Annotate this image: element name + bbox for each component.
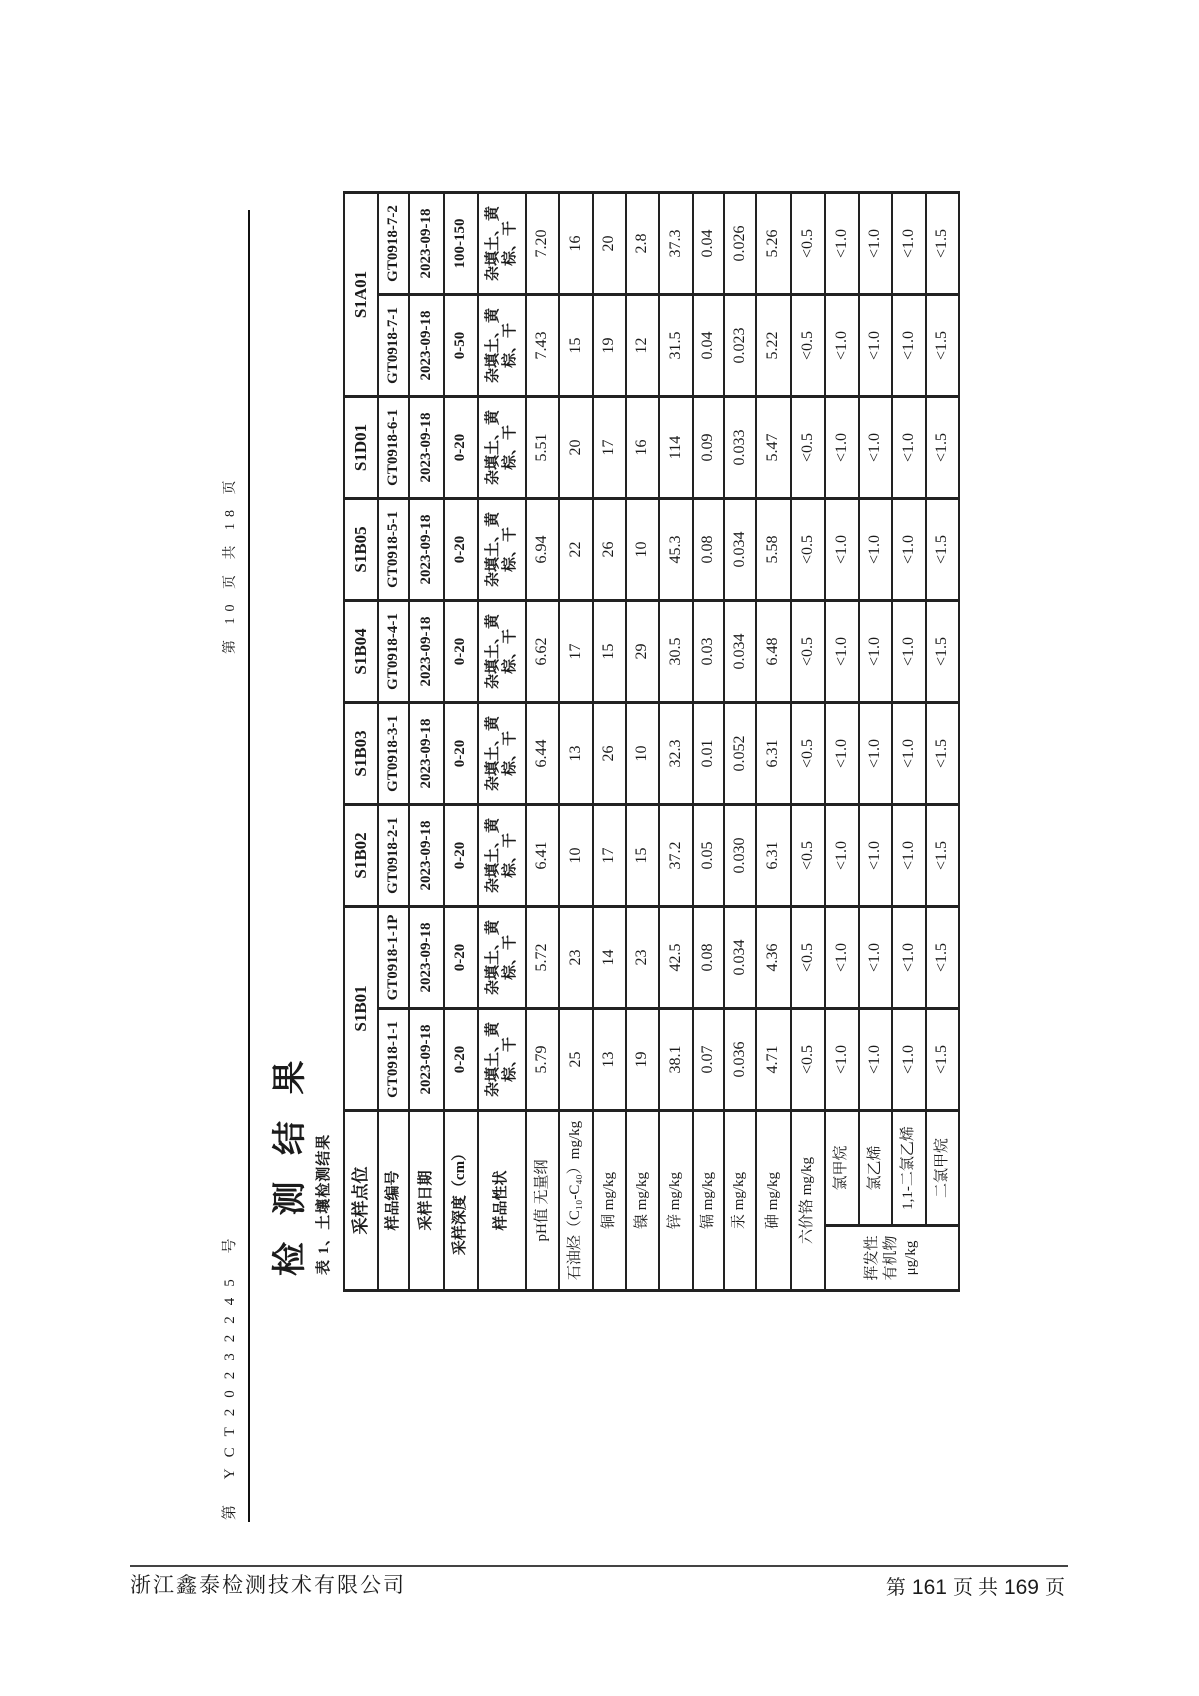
table-cell: <1.0 [825, 804, 859, 906]
table-cell: <1.0 [892, 498, 926, 600]
table-cell: 37.2 [659, 804, 693, 906]
table-row [626, 192, 659, 1290]
footer-page-mid: 页 共 [952, 1577, 998, 1599]
row-label: 氯乙烯 [859, 1111, 892, 1226]
table-cell: 杂填土、黄棕、干 [478, 600, 526, 702]
table-cell: 10 [559, 804, 593, 906]
table-row [791, 192, 825, 1290]
table-cell: <1.0 [825, 600, 859, 702]
table-cell: 6.44 [526, 702, 559, 804]
attachment-page-note: 第 10 页 共 18 页 [223, 474, 238, 654]
table-cell: 2023-09-18 [409, 804, 444, 906]
table-cell: <1.0 [859, 702, 892, 804]
table-cell: 6.31 [756, 804, 791, 906]
table-cell: S1B03 [344, 702, 378, 804]
rotated-landscape-content [210, 186, 988, 1522]
row-label: 铜 mg/kg [593, 1111, 626, 1291]
table-cell: 16 [626, 396, 659, 498]
table-cell: <1.5 [926, 600, 959, 702]
footer-page-current: 161 [911, 1576, 947, 1599]
table-cell: <1.0 [859, 396, 892, 498]
table-cell: 13 [559, 702, 593, 804]
report-title: 检 测 结 果 [272, 1051, 309, 1276]
table-cell: 0-20 [444, 702, 478, 804]
table-cell: 20 [559, 396, 593, 498]
table-cell: 0-20 [444, 1009, 478, 1111]
table-cell: 0.09 [693, 396, 724, 498]
table-cell: GT0918-5-1 [378, 498, 409, 600]
table-cell: <1.0 [892, 396, 926, 498]
table-row [892, 192, 926, 1290]
table-row [825, 192, 859, 1290]
table-cell: 0.08 [693, 498, 724, 600]
footer-rule [130, 1565, 1068, 1567]
table-cell: <0.5 [791, 1009, 825, 1111]
table-cell: 38.1 [659, 1009, 693, 1111]
table-cell: 杂填土、黄棕、干 [478, 192, 526, 294]
table-cell: <1.5 [926, 192, 959, 294]
table-cell: <0.5 [791, 804, 825, 906]
table-cell: 6.41 [526, 804, 559, 906]
table-cell: <1.0 [859, 906, 892, 1008]
table-cell: <1.0 [859, 294, 892, 396]
table-row [593, 192, 626, 1290]
table-cell: 0.04 [693, 294, 724, 396]
table-cell: 2023-09-18 [409, 498, 444, 600]
table-row [926, 192, 959, 1290]
table-cell: 4.71 [756, 1009, 791, 1111]
table-cell: 0.01 [693, 702, 724, 804]
table-cell: <1.0 [892, 702, 926, 804]
doc-number: 第 YCT20232245 号 [222, 1227, 238, 1520]
table-cell: 5.79 [526, 1009, 559, 1111]
table-cell: 0.04 [693, 192, 724, 294]
table-cell: 19 [593, 294, 626, 396]
table-cell: GT0918-1-1 [378, 1009, 409, 1111]
table-cell: <1.0 [892, 192, 926, 294]
table-cell: 0.07 [693, 1009, 724, 1111]
table-cell: <1.0 [892, 804, 926, 906]
row-label: 锌 mg/kg [659, 1111, 693, 1291]
row-label: pH值 无量纲 [526, 1111, 559, 1291]
table-row [478, 192, 526, 1290]
table-cell: 5.22 [756, 294, 791, 396]
table-cell: 5.58 [756, 498, 791, 600]
table-cell: <0.5 [791, 600, 825, 702]
table-cell: 2023-09-18 [409, 702, 444, 804]
table-cell: 6.62 [526, 600, 559, 702]
table-cell: 0-20 [444, 600, 478, 702]
table-cell: 13 [593, 1009, 626, 1111]
footer-page-indicator [768, 1571, 1068, 1600]
table-cell: 6.31 [756, 702, 791, 804]
table-cell: GT0918-3-1 [378, 702, 409, 804]
table-cell: 14 [593, 906, 626, 1008]
table-cell: <1.0 [892, 294, 926, 396]
table-cell: 0.03 [693, 600, 724, 702]
table-cell: 杂填土、黄棕、干 [478, 906, 526, 1008]
table-cell: 杂填土、黄棕、干 [478, 294, 526, 396]
row-label: 采样日期 [409, 1111, 444, 1291]
row-label: 1,1-二氯乙烯 [892, 1111, 926, 1226]
table-cell: <1.0 [825, 396, 859, 498]
table-row [444, 192, 478, 1290]
table-cell: 0.033 [724, 396, 756, 498]
table-cell: 16 [559, 192, 593, 294]
table-cell: 22 [559, 498, 593, 600]
table-cell: 0.030 [724, 804, 756, 906]
row-label: 砷 mg/kg [756, 1111, 791, 1291]
table-cell: 29 [626, 600, 659, 702]
table-row [756, 192, 791, 1290]
table-cell: 42.5 [659, 906, 693, 1008]
table-cell: 0-20 [444, 498, 478, 600]
table-cell: 4.36 [756, 906, 791, 1008]
table-title: 表 1、土壤检测结果 [316, 1133, 332, 1275]
table-cell: <1.5 [926, 294, 959, 396]
row-label: 六价铬 mg/kg [791, 1111, 825, 1291]
table-cell: 2023-09-18 [409, 294, 444, 396]
table-row [409, 192, 444, 1290]
table-cell: <1.5 [926, 702, 959, 804]
table-cell: 7.43 [526, 294, 559, 396]
table-cell: 6.94 [526, 498, 559, 600]
table-cell: 2023-09-18 [409, 906, 444, 1008]
table-cell: 5.47 [756, 396, 791, 498]
table-cell: 2023-09-18 [409, 192, 444, 294]
table-row [344, 192, 378, 1290]
table-row [378, 192, 409, 1290]
table-cell: 26 [593, 702, 626, 804]
table-cell: <0.5 [791, 702, 825, 804]
table-cell: 30.5 [659, 600, 693, 702]
table-row [526, 192, 559, 1290]
table-cell: 6.48 [756, 600, 791, 702]
table-cell: 17 [593, 396, 626, 498]
table-cell: 15 [626, 804, 659, 906]
table-cell: 0.034 [724, 498, 756, 600]
table-cell: 0.08 [693, 906, 724, 1008]
table-cell: 2023-09-18 [409, 1009, 444, 1111]
table-cell: <1.0 [825, 702, 859, 804]
table-cell: 17 [593, 804, 626, 906]
row-label: 镉 mg/kg [693, 1111, 724, 1291]
table-cell: S1A01 [344, 192, 378, 396]
table-cell: <1.0 [892, 600, 926, 702]
table-cell: 10 [626, 498, 659, 600]
footer-page-suffix: 页 [1045, 1577, 1065, 1599]
table-cell: 杂填土、黄棕、干 [478, 396, 526, 498]
table-cell: <1.0 [859, 1009, 892, 1111]
table-cell: 114 [659, 396, 693, 498]
table-cell: 杂填土、黄棕、干 [478, 804, 526, 906]
table-cell: <1.5 [926, 396, 959, 498]
table-cell: S1B01 [344, 906, 378, 1110]
table-cell: S1B02 [344, 804, 378, 906]
table-cell: <1.0 [859, 192, 892, 294]
table-cell: <0.5 [791, 396, 825, 498]
table-cell: 7.20 [526, 192, 559, 294]
table-cell: 杂填土、黄棕、干 [478, 702, 526, 804]
results-table-body [344, 192, 959, 1290]
table-cell: <1.0 [892, 1009, 926, 1111]
row-label: 汞 mg/kg [724, 1111, 756, 1291]
footer-page-prefix: 第 [885, 1577, 906, 1599]
table-cell: <0.5 [791, 192, 825, 294]
table-cell: 2023-09-18 [409, 600, 444, 702]
table-cell: <1.5 [926, 804, 959, 906]
table-cell: S1B05 [344, 498, 378, 600]
row-label: 样品性状 [478, 1111, 526, 1291]
table-cell: 25 [559, 1009, 593, 1111]
table-cell: 5.51 [526, 396, 559, 498]
table-cell: S1D01 [344, 396, 378, 498]
footer-page-total: 169 [1003, 1576, 1039, 1599]
table-cell: <1.0 [825, 192, 859, 294]
table-cell: <1.0 [859, 804, 892, 906]
table-cell: GT0918-4-1 [378, 600, 409, 702]
table-cell: <1.0 [825, 1009, 859, 1111]
table-cell: 0.052 [724, 702, 756, 804]
row-label: 石油烃（C₁₀-C₄₀）mg/kg [559, 1111, 593, 1291]
table-cell: 19 [626, 1009, 659, 1111]
table-cell: 杂填土、黄棕、干 [478, 1009, 526, 1111]
table-row [659, 192, 693, 1290]
row-label: 采样深度（cm） [444, 1111, 478, 1291]
table-cell: 0-20 [444, 906, 478, 1008]
table-cell: 5.26 [756, 192, 791, 294]
voc-group-label: 挥发性 有机物 μg/kg [825, 1226, 959, 1291]
table-cell: 0-20 [444, 804, 478, 906]
results-table [343, 191, 960, 1292]
table-cell: 0.034 [724, 906, 756, 1008]
row-label: 采样点位 [344, 1111, 378, 1291]
table-cell: 0.036 [724, 1009, 756, 1111]
table-cell: <1.0 [825, 906, 859, 1008]
table-cell: GT0918-7-2 [378, 192, 409, 294]
table-cell: 23 [626, 906, 659, 1008]
table-cell: 0.05 [693, 804, 724, 906]
row-label: 镍 mg/kg [626, 1111, 659, 1291]
table-cell: GT0918-2-1 [378, 804, 409, 906]
table-cell: GT0918-1-1P [378, 906, 409, 1008]
table-cell: 2023-09-18 [409, 396, 444, 498]
table-row [859, 192, 892, 1290]
table-cell: <1.5 [926, 906, 959, 1008]
table-cell: 23 [559, 906, 593, 1008]
table-cell: 32.3 [659, 702, 693, 804]
table-cell: 15 [593, 600, 626, 702]
table-cell: 20 [593, 192, 626, 294]
footer-company: 浙江鑫泰检测技术有限公司 [130, 1573, 406, 1597]
table-cell: 0.034 [724, 600, 756, 702]
table-cell: 0.023 [724, 294, 756, 396]
table-cell: 0-20 [444, 396, 478, 498]
table-cell: <0.5 [791, 906, 825, 1008]
table-cell: <1.0 [859, 498, 892, 600]
table-cell: <0.5 [791, 294, 825, 396]
table-cell: S1B04 [344, 600, 378, 702]
table-cell: 37.3 [659, 192, 693, 294]
table-cell: 12 [626, 294, 659, 396]
table-cell: 100-150 [444, 192, 478, 294]
table-cell: <1.0 [859, 600, 892, 702]
table-cell: 0.026 [724, 192, 756, 294]
table-cell: <1.0 [825, 498, 859, 600]
row-label: 二氯甲烷 [926, 1111, 959, 1226]
table-cell: 17 [559, 600, 593, 702]
table-cell: 杂填土、黄棕、干 [478, 498, 526, 600]
header-rule [248, 210, 250, 1522]
table-row [559, 192, 593, 1290]
table-cell: 26 [593, 498, 626, 600]
table-cell: 45.3 [659, 498, 693, 600]
table-cell: <1.0 [825, 294, 859, 396]
table-cell: 10 [626, 702, 659, 804]
row-label: 氯甲烷 [825, 1111, 859, 1226]
table-cell: 31.5 [659, 294, 693, 396]
table-cell: <1.5 [926, 498, 959, 600]
table-cell: <1.5 [926, 1009, 959, 1111]
table-cell: GT0918-6-1 [378, 396, 409, 498]
table-cell: 2.8 [626, 192, 659, 294]
table-row [724, 192, 756, 1290]
row-label: 样品编号 [378, 1111, 409, 1291]
table-cell: GT0918-7-1 [378, 294, 409, 396]
table-cell: 15 [559, 294, 593, 396]
table-cell: 5.72 [526, 906, 559, 1008]
table-row [693, 192, 724, 1290]
table-cell: <0.5 [791, 498, 825, 600]
table-cell: <1.0 [892, 906, 926, 1008]
table-cell: 0-50 [444, 294, 478, 396]
